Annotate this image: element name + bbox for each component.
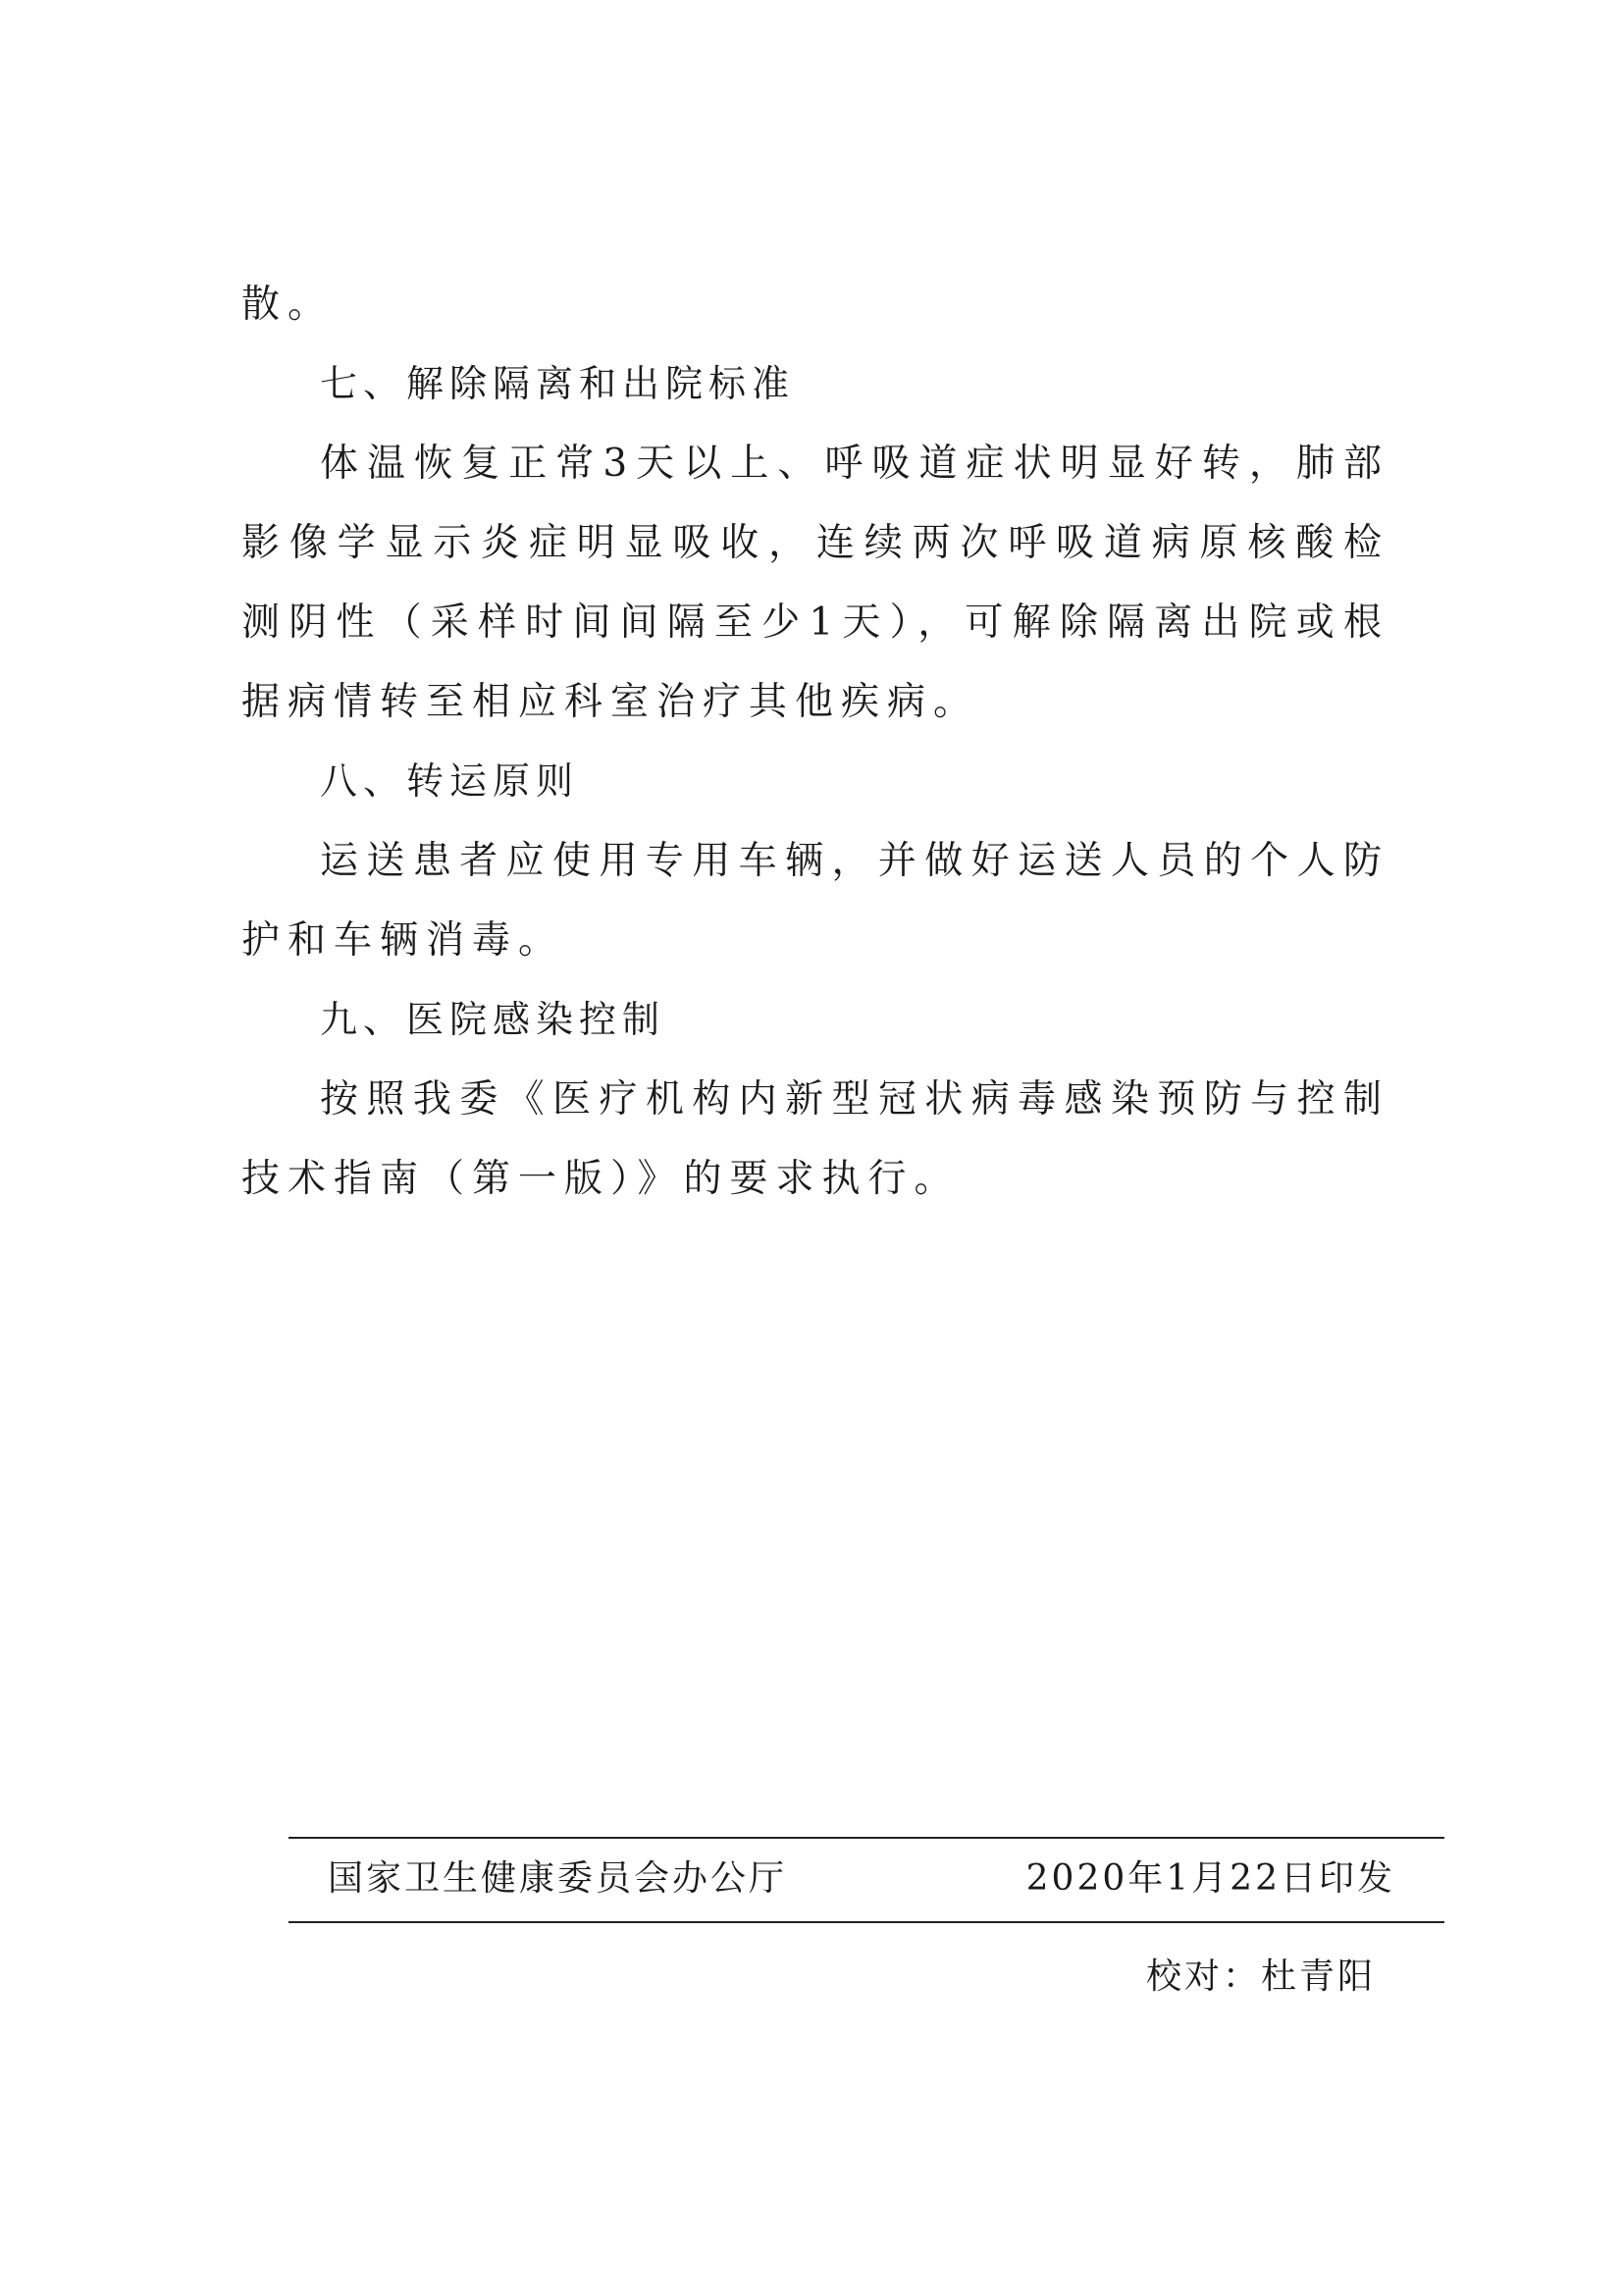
opening-fragment: 散。 — [241, 283, 335, 327]
section-8-heading: 八、转运原则 — [320, 759, 580, 803]
section-8-text: 运送患者应使用专用车辆，并做好运送人员的个人防护和车辆消毒。 — [241, 839, 1389, 963]
footer-issue-date: 2020年1月22日印发 — [1025, 1858, 1395, 1899]
section-7-text: 体温恢复正常3天以上、呼吸道症状明显好转，肺部影像学显示炎症明显吸收，连续两次呼吸道病原核酸检测阴性（采样时间间隔至少1天），可解除隔离出院或根据病情转至相应科室治疗其他疾病。 — [241, 442, 1389, 724]
footer-bottom-rule — [288, 1921, 1444, 1923]
section-7-heading: 七、解除隔离和出院标准 — [320, 362, 796, 405]
section-9-heading: 九、医院感染控制 — [320, 998, 666, 1041]
footer-issuer: 国家卫生健康委员会办公厅 — [328, 1858, 788, 1899]
document-body — [241, 265, 1389, 1219]
section-9-text: 按照我委《医疗机构内新型冠状病毒感染预防与控制技术指南（第一版）》的要求执行。 — [241, 1077, 1389, 1201]
footer-top-rule — [288, 1837, 1444, 1839]
footer-proofreader: 校对：杜青阳 — [1145, 1957, 1376, 1997]
